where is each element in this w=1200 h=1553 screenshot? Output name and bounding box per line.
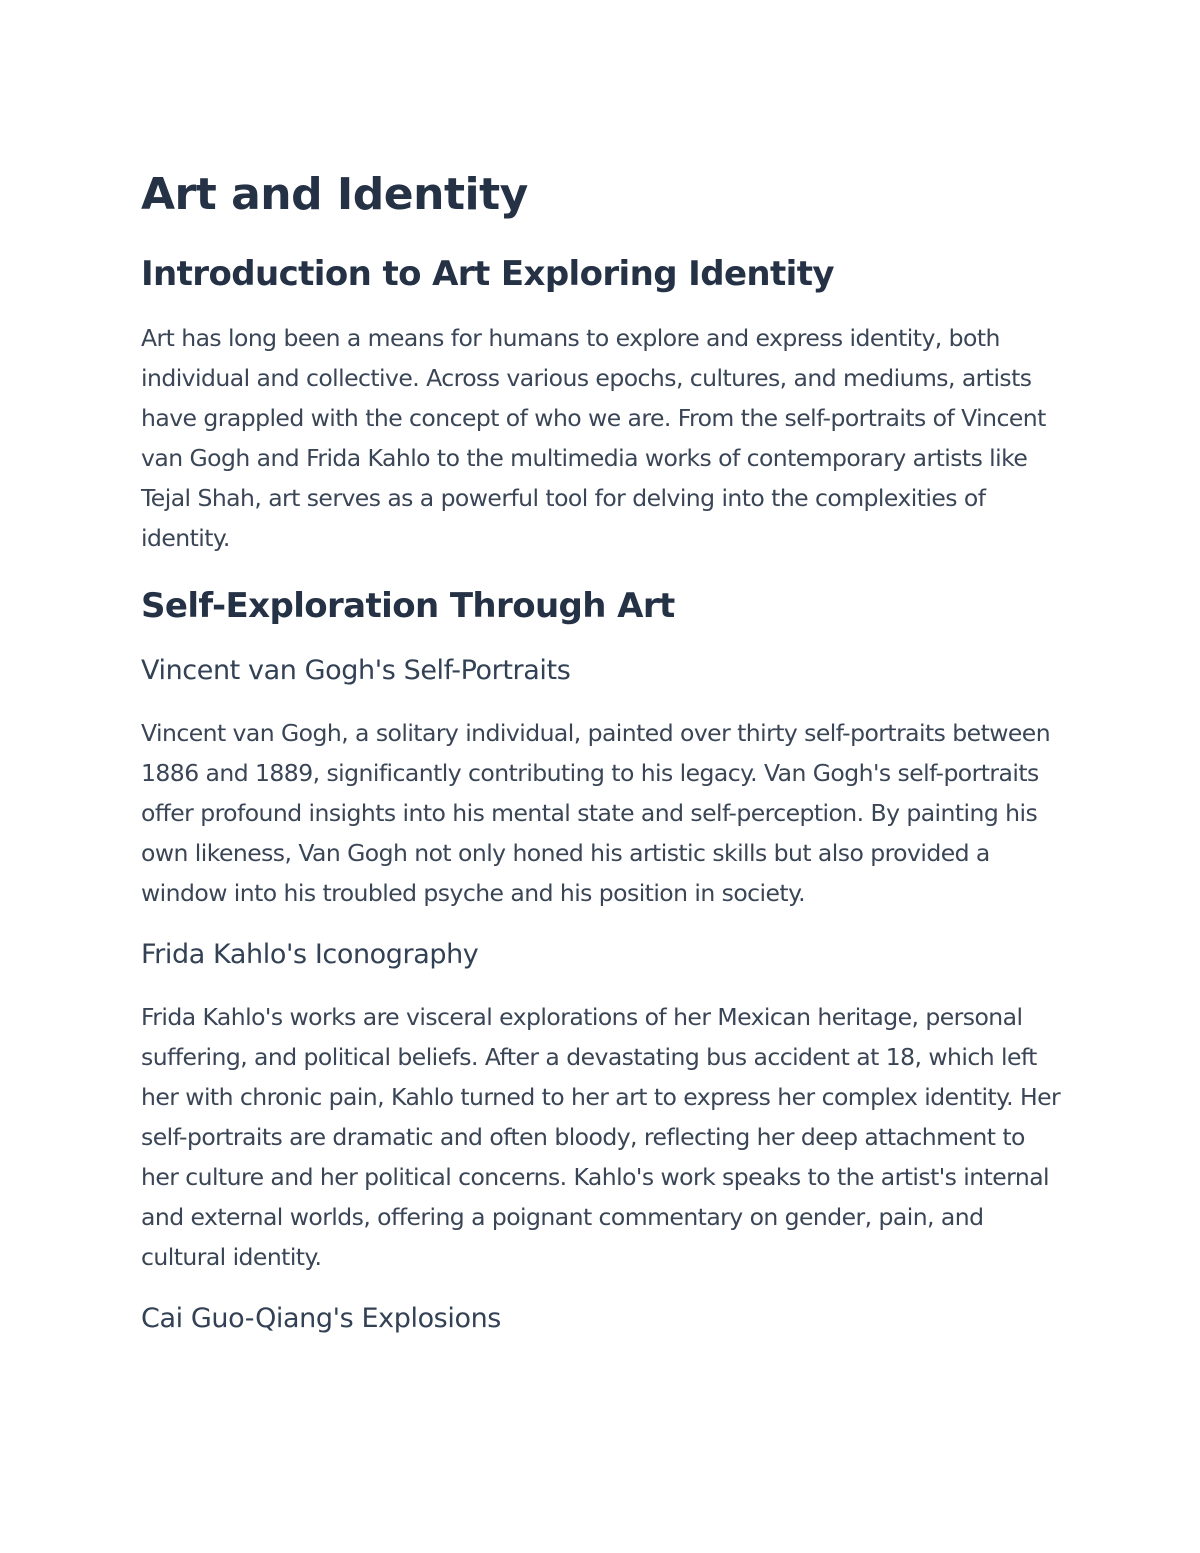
paragraph-kahlo: Frida Kahlo's works are visceral explorations of her Mexican heritage, personal suffering, and political beliefs. After a devastating bus accident at 18, which left her with chronic pain, Kahlo turned to her art to express her complex identity. Her self-portraits are dramatic and often bloody, reflecting her deep attachment to her culture and her political concerns. Kahlo's work speaks to the artist's internal and external worlds, offering a poignant commentary on gender, pain, and cultural identity. [141, 1003, 1061, 1271]
section-heading-introduction: Introduction to Art Exploring Identity [141, 254, 834, 294]
document-title: Art and Identity [141, 169, 528, 220]
document-page [141, 168, 1061, 1337]
section-heading-self-exploration: Self-Exploration Through Art [141, 586, 675, 626]
paragraph-van-gogh: Vincent van Gogh, a solitary individual, painted over thirty self-portraits between 1886 and 1889, significantly contributing to his legacy. Van Gogh's self-portraits offer profound insights into his mental state and self-perception. By painting his own likeness, Van Gogh not only honed his artistic skills but also provided a window into his troubled psyche and his position in society. [141, 719, 1051, 907]
subsection-heading-van-gogh: Vincent van Gogh's Self-Portraits [141, 655, 571, 686]
paragraph-introduction: Art has long been a means for humans to explore and express identity, both individual and collective. Across various epochs, cultures, and mediums, artists have grappled with the concept of who we are. From the self-portraits of Vincent van Gogh and Frida Kahlo to the multimedia works of contemporary artists like Tejal Shah, art serves as a powerful tool for delving into the complexities of identity. [141, 324, 1046, 552]
subsection-heading-cai-guo-qiang: Cai Guo-Qiang's Explosions [141, 1303, 501, 1334]
subsection-heading-kahlo: Frida Kahlo's Iconography [141, 939, 479, 970]
